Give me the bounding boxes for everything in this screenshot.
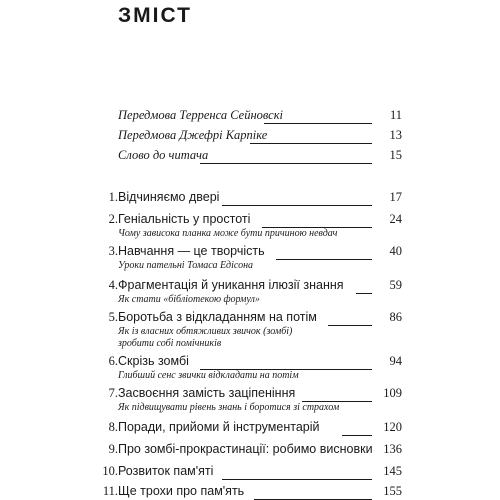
toc-leader-line <box>200 354 372 370</box>
chapter-number: 4. <box>108 278 118 292</box>
chapter-number: 2. <box>108 212 118 226</box>
chapter-number: 9. <box>108 442 118 456</box>
toc-leader-line <box>302 386 372 402</box>
chapter-number: 7. <box>108 386 118 400</box>
toc-entry-page: 13 <box>389 128 402 142</box>
chapter-subtitle: Як підвищувати рівень знань і боротися зі страхом <box>118 402 340 413</box>
chapter-title: Боротьба з відкладанням на потім <box>118 310 317 324</box>
chapter-number: 11. <box>102 484 118 498</box>
toc-entry-title: Слово до читача <box>118 148 209 162</box>
chapter-page: 24 <box>389 212 402 226</box>
chapter-subtitle: Уроки пательні Томаса Едісона <box>118 260 254 271</box>
chapter-title: Геніальність у простоті <box>118 212 251 226</box>
chapter-number: 3. <box>108 244 118 258</box>
chapter-number: 5. <box>108 310 118 324</box>
chapter-title: Засвоєння замість заціпеніння <box>118 386 296 400</box>
chapter-number: 1. <box>108 190 118 204</box>
toc-entry-title: Передмова Джефрі Карпіке <box>118 128 268 142</box>
chapter-page: 86 <box>389 310 402 324</box>
chapter-page: 120 <box>383 420 402 434</box>
chapter-title: Відчиняємо двері <box>118 190 220 204</box>
chapter-title: Ще трохи про пам'ять <box>118 484 245 498</box>
toc-leader-line <box>222 464 372 480</box>
chapter-number: 8. <box>108 420 118 434</box>
chapter-title: Поради, прийоми й інструментарій <box>118 420 320 434</box>
chapter-title: Навчання — це творчість <box>118 244 265 258</box>
toc-leader-line <box>356 278 372 294</box>
toc-leader-line <box>262 212 372 228</box>
chapter-subtitle-continued: зробити собі помічників <box>118 338 222 349</box>
chapter-page: 17 <box>389 190 402 204</box>
toc-leader-line <box>264 108 372 124</box>
toc-leader-line <box>200 148 372 164</box>
chapter-subtitle: Як стати «бібліотекою формул» <box>118 294 260 305</box>
chapter-title: Розвиток пам'яті <box>118 464 214 478</box>
chapter-number: 10. <box>102 464 118 478</box>
toc-leader-line <box>342 420 372 436</box>
chapter-title: Фрагментація й уникання ілюзії знання <box>118 278 344 292</box>
toc-leader-line <box>276 244 372 260</box>
toc-heading: ЗМІСТ <box>118 4 192 27</box>
chapter-page: 109 <box>383 386 402 400</box>
chapter-page: 40 <box>389 244 402 258</box>
chapter-page: 145 <box>383 464 402 478</box>
toc-leader-line <box>254 484 372 500</box>
chapter-page: 136 <box>383 442 402 456</box>
toc-entry-page: 11 <box>389 108 402 122</box>
chapter-subtitle: Глибший сенс звички відкладати на потім <box>118 370 299 381</box>
chapter-page: 155 <box>383 484 402 498</box>
toc-leader-line <box>328 310 372 326</box>
chapter-title: Про зомбі-прокрастинації: робимо висновки <box>118 442 373 456</box>
chapter-subtitle: Чому зависока планка може бути причиною невдач <box>118 228 338 239</box>
chapter-number: 6. <box>108 354 118 368</box>
chapter-title: Скрізь зомбі <box>118 354 189 368</box>
toc-leader-line <box>250 128 372 144</box>
toc-entry-page: 15 <box>389 148 402 162</box>
chapter-page: 59 <box>389 278 402 292</box>
chapter-page: 94 <box>389 354 402 368</box>
toc-entry-title: Передмова Терренса Сейновскі <box>118 108 284 122</box>
toc-leader-line <box>222 190 372 206</box>
chapter-subtitle: Як із власних обтяжливих звичок (зомбі) <box>118 326 293 337</box>
